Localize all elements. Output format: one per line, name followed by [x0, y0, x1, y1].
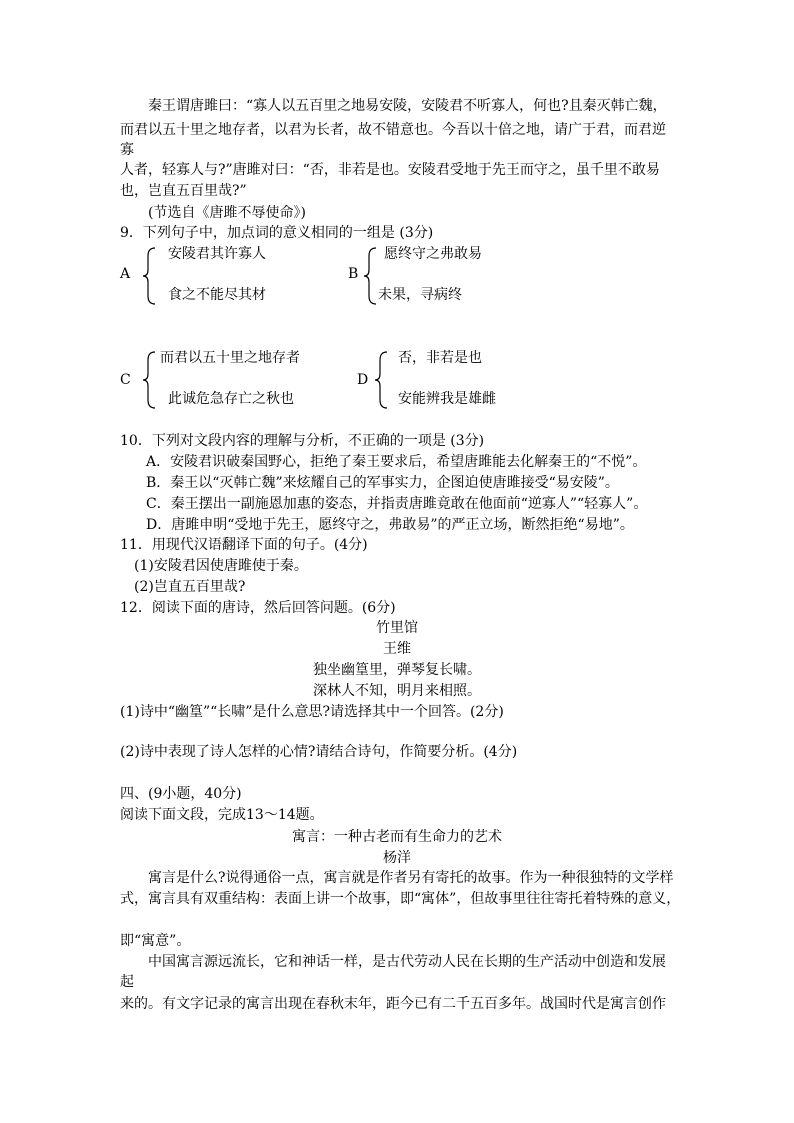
article-line: 式，寓言具有双重结构：表面上讲一个故事，即“寓体”，但故事里往往寄托着特殊的意义，: [120, 891, 681, 907]
option-sentence: 否，非若是也: [398, 350, 482, 366]
option-letter: A: [120, 266, 131, 282]
section-heading: 四、(9小题，40分): [120, 786, 242, 802]
article-title: 寓言：一种古老而有生命力的艺术: [292, 829, 502, 845]
article-line: 起: [120, 974, 134, 990]
q10-stem: 10．下列对文段内容的理解与分析，不正确的一项是 (3分): [120, 433, 485, 449]
passage-source: (节选自《唐雎不辱使命》): [148, 205, 306, 221]
option-sentence: 安能辨我是雄雌: [398, 391, 496, 407]
passage-line: 也，岂直五百里哉?”: [120, 183, 247, 199]
poem-line: 深林人不知，明月来相照。: [313, 683, 481, 699]
article-author: 杨洋: [383, 850, 411, 866]
article-line: 寓言是什么?说得通俗一点，寓言就是作者另有寄托的故事。作为一种很独特的文学样: [148, 870, 674, 886]
q12-sub1: (1)诗中“幽篁”“长啸”是什么意思?请选择其中一个回答。(2分): [120, 704, 504, 720]
q12-sub2: (2)诗中表现了诗人怎样的心情?请结合诗句，作简要分析。(4分): [120, 744, 518, 760]
q10-option-c: C．秦王摆出一副施恩加惠的姿态，并指责唐雎竟敢在他面前“逆寡人”“轻寡人”。: [146, 496, 648, 512]
q12-stem: 12．阅读下面的唐诗，然后回答问题。(6分): [120, 600, 396, 616]
poem-line: 独坐幽篁里，弹琴复长啸。: [313, 662, 481, 678]
q10-option-b: B．秦王以“灭韩亡魏”来炫耀自己的军事实力，企图迫使唐雎接受“易安陵”。: [146, 475, 619, 491]
option-sentence: 未果，寻病终: [378, 287, 462, 303]
article-line: 中国寓言源远流长，它和神话一样，是古代劳动人民在长期的生产活动中创造和发展: [148, 954, 666, 970]
passage-line: 寡: [120, 142, 134, 158]
passage-line: 而君以五十里之地存者，以君为长者，故不错意也。今吾以十倍之地，请广于君，而君逆: [120, 122, 666, 138]
poem-title: 竹里馆: [376, 620, 418, 636]
passage-line: 秦王谓唐雎曰：“寡人以五百里之地易安陵，安陵君不听寡人，何也?且秦灭韩亡魏，: [148, 98, 667, 114]
poem-author: 王维: [383, 641, 411, 657]
brace-icon: [362, 246, 378, 306]
brace-icon: [373, 350, 389, 410]
option-letter: D: [357, 372, 369, 388]
q11-stem: 11．用现代汉语翻译下面的句子。(4分): [120, 537, 368, 553]
option-sentence: 此诚危急存亡之秋也: [168, 391, 294, 407]
q10-option-a: A．安陵君识破秦国野心，拒绝了秦王要求后，希望唐雎能去化解秦王的“不悦”。: [146, 454, 647, 470]
option-sentence: 而君以五十里之地存者: [160, 350, 300, 366]
brace-icon: [141, 350, 157, 410]
option-sentence: 安陵君其许寡人: [168, 246, 266, 262]
q11-item: (2)岂直五百里哉?: [134, 579, 246, 595]
section-instruction: 阅读下面文段，完成13～14题。: [120, 807, 324, 823]
option-letter: C: [120, 372, 131, 388]
brace-icon: [141, 246, 157, 306]
article-line: 即“寓意”。: [120, 933, 191, 949]
article-line: 来的。有文字记录的寓言出现在春秋末年，距今已有二千五百多年。战国时代是寓言创作: [120, 996, 666, 1012]
q9-stem: 9．下列句子中，加点词的意义相同的一组是 (3分): [120, 225, 434, 241]
q10-option-d: D．唐雎申明“受地于先王，愿终守之，弗敢易”的严正立场，断然拒绝“易地”。: [146, 517, 634, 533]
passage-line: 人者，轻寡人与?”唐雎对曰：“否，非若是也。安陵君受地于先王而守之，虽千里不敢易: [120, 162, 660, 178]
option-letter: B: [348, 266, 359, 282]
q11-item: (1)安陵君因使唐雎使于秦。: [134, 558, 308, 574]
option-sentence: 食之不能尽其材: [168, 287, 266, 303]
option-sentence: 愿终守之弗敢易: [384, 246, 482, 262]
